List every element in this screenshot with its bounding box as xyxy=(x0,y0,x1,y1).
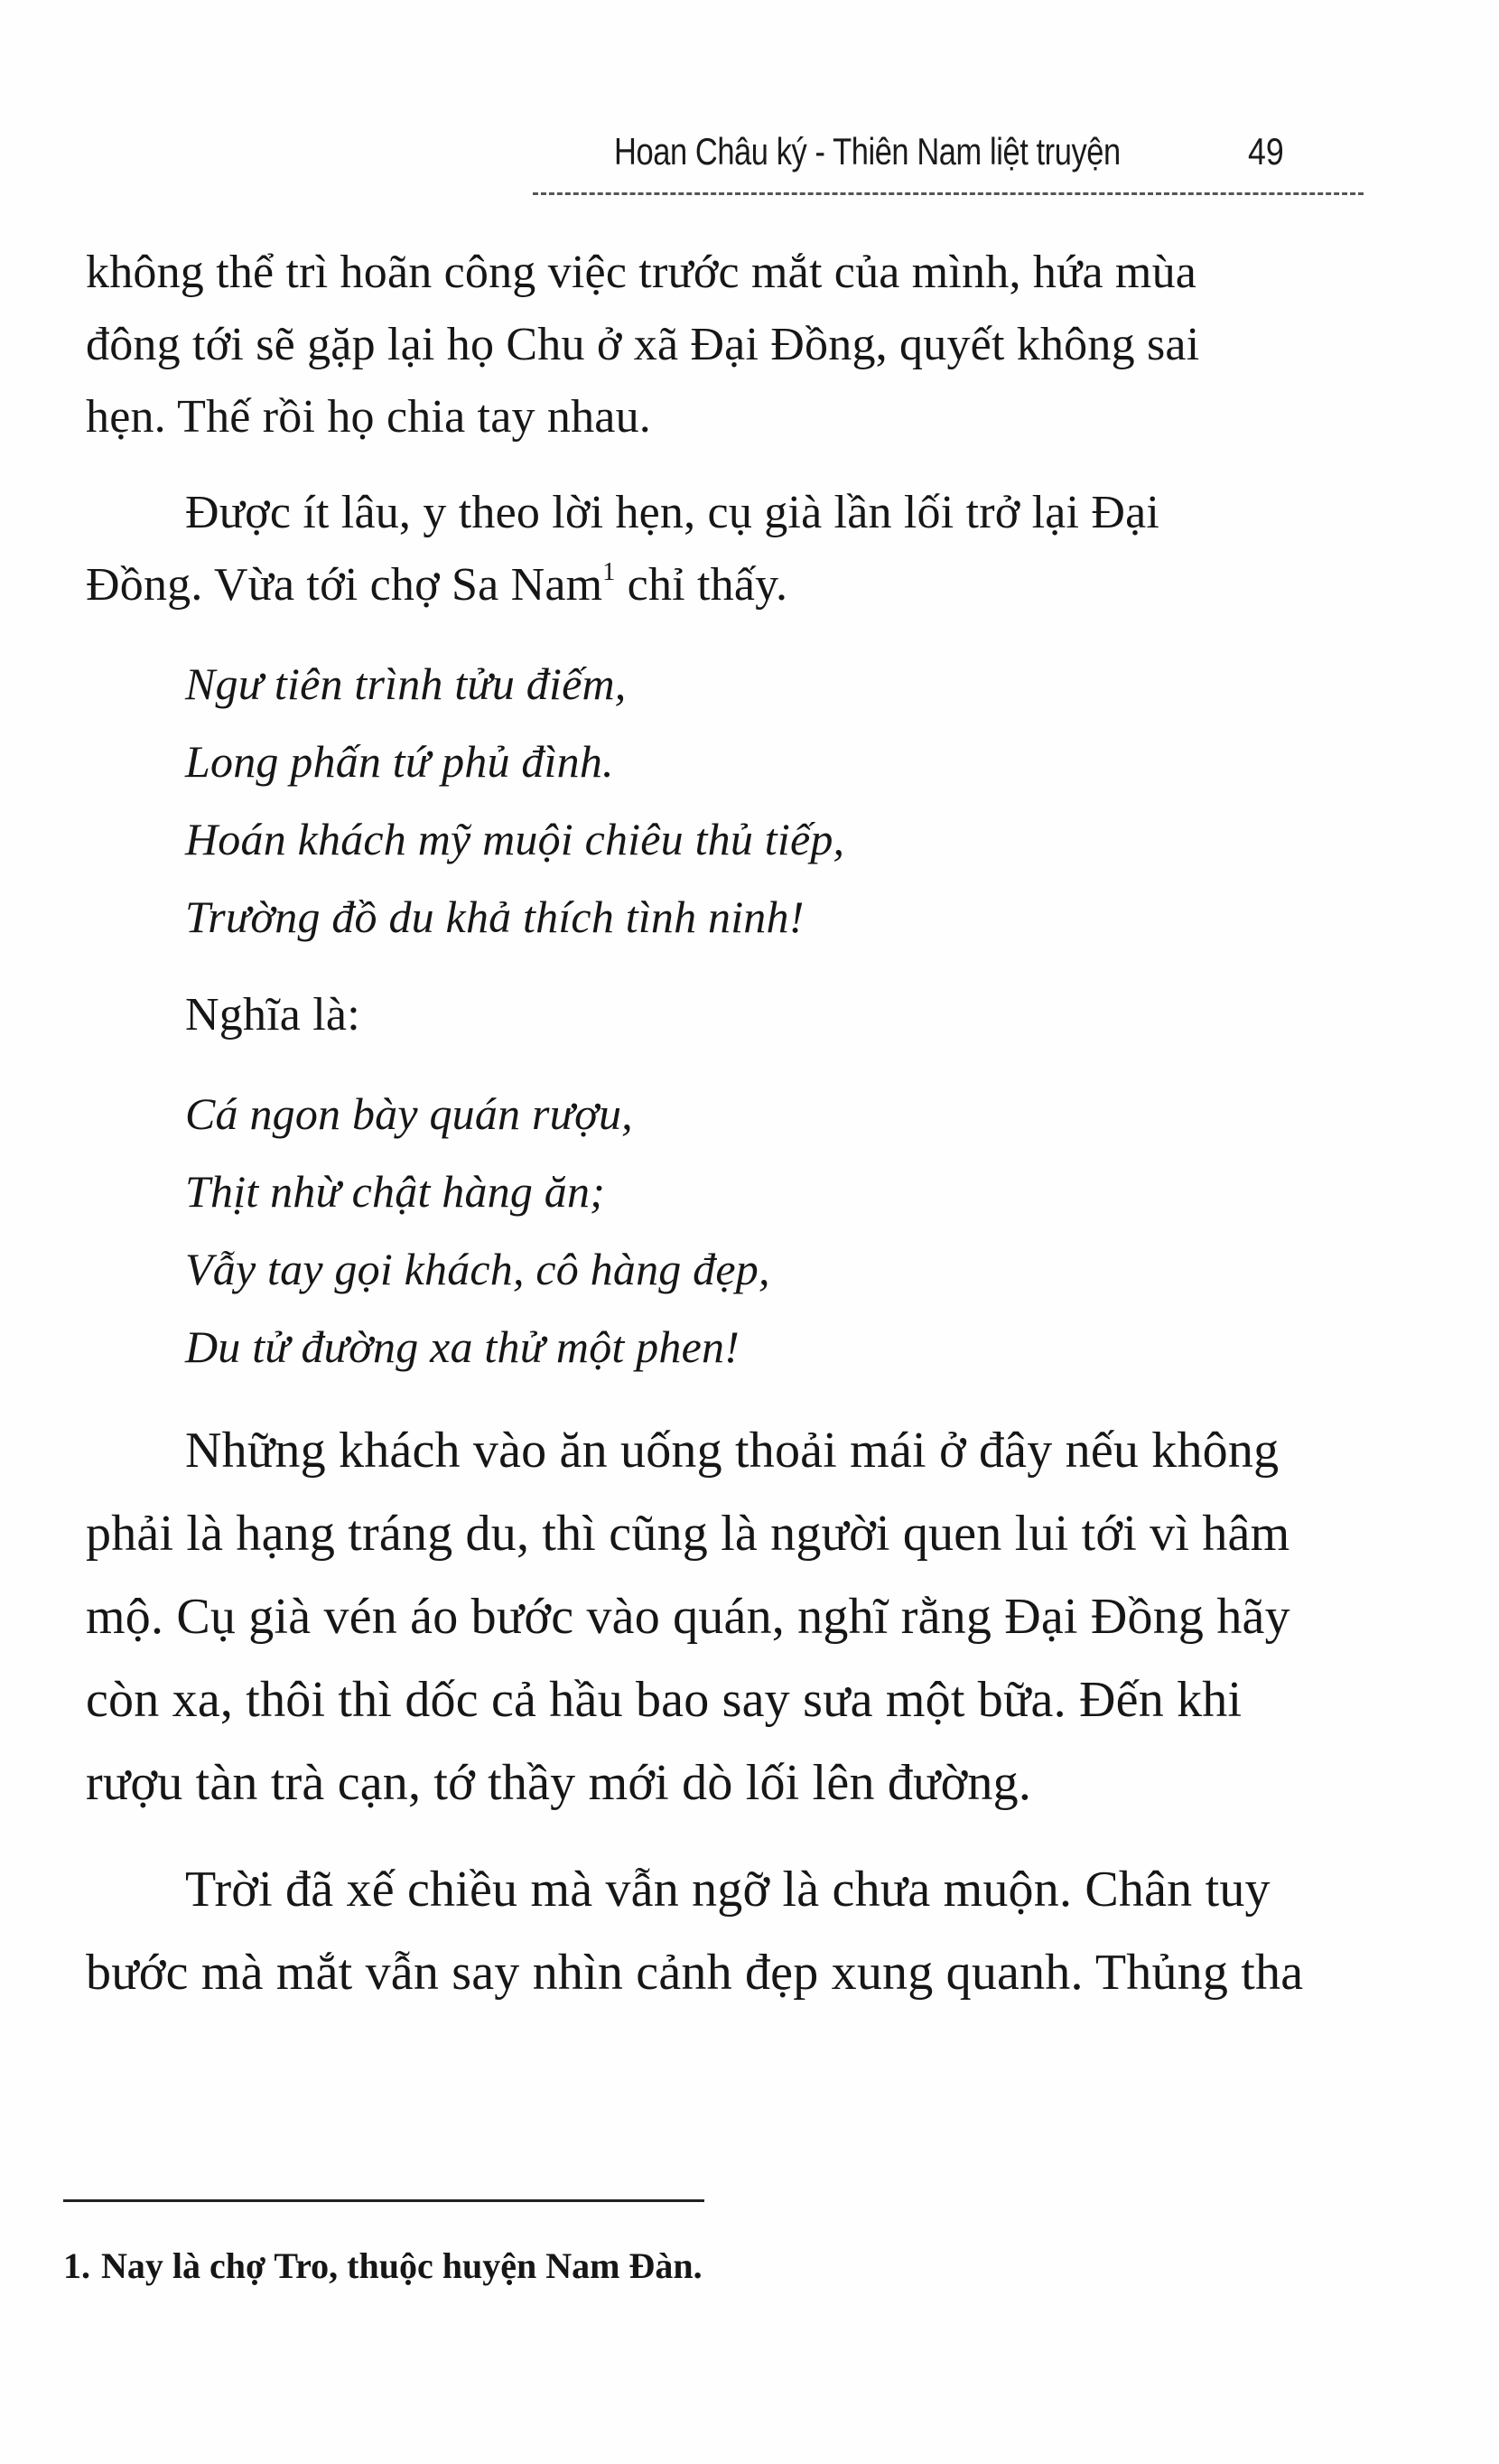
verse-line: Hoán khách mỹ muội chiêu thủ tiếp, xyxy=(185,814,845,864)
paragraph-2 xyxy=(86,477,1350,621)
header-divider xyxy=(533,192,1364,195)
text-line: rượu tàn trà cạn, tớ thầy mới dò lối lên đường. xyxy=(86,1755,1032,1811)
body-text xyxy=(86,237,1350,2014)
text-line: bước mà mắt vẫn say nhìn cảnh đẹp xung quanh. Thủng tha xyxy=(86,1945,1304,2001)
paragraph-4 xyxy=(86,1848,1350,2014)
verse-line: Vẫy tay gọi khách, cô hàng đẹp, xyxy=(185,1244,770,1294)
text-line: Những khách vào ăn uống thoải mái ở đây nếu không xyxy=(185,1423,1280,1479)
page-number: 49 xyxy=(1248,130,1284,173)
meaning-label: Nghĩa là: xyxy=(185,989,360,1041)
text-line xyxy=(86,549,1350,621)
text-line: đông tới sẽ gặp lại họ Chu ở xã Đại Đồng, quyết không sai xyxy=(86,319,1200,370)
text-line: Được ít lâu, y theo lời hẹn, cụ già lần lối trở lại Đại xyxy=(185,487,1160,538)
paragraph-1 xyxy=(86,237,1350,453)
footnote xyxy=(63,2245,703,2287)
verse-line: Du tử đường xa thử một phen! xyxy=(185,1321,740,1372)
verse-line: Thịt nhừ chật hàng ăn; xyxy=(185,1166,605,1217)
running-title: Hoan Châu ký - Thiên Nam liệt truyện xyxy=(614,130,1121,173)
running-header xyxy=(533,126,1391,181)
footnote-divider xyxy=(63,2199,704,2202)
verse-original xyxy=(86,645,1350,956)
text-fragment: chỉ thấy. xyxy=(615,559,788,611)
paragraph-3 xyxy=(86,1409,1350,1825)
verse-line: Long phấn tứ phủ đình. xyxy=(185,736,614,787)
verse-translation xyxy=(86,1075,1350,1386)
text-line: hẹn. Thế rồi họ chia tay nhau. xyxy=(86,391,651,443)
text-line: Trời đã xế chiều mà vẫn ngỡ là chưa muộn. Chân tuy xyxy=(185,1862,1271,1918)
footnote-text: Nay là chợ Tro, thuộc huyện Nam Đàn. xyxy=(101,2245,703,2286)
text-line: không thể trì hoãn công việc trước mắt của mình, hứa mùa xyxy=(86,247,1197,298)
text-line: còn xa, thôi thì dốc cả hầu bao say sưa một bữa. Đến khi xyxy=(86,1672,1243,1728)
verse-line: Trường đồ du khả thích tình ninh! xyxy=(185,891,805,942)
text-line: mộ. Cụ già vén áo bước vào quán, nghĩ rằng Đại Đồng hãy xyxy=(86,1589,1290,1645)
text-fragment: Đồng. Vừa tới chợ Sa Nam xyxy=(86,559,603,611)
verse-line: Cá ngon bày quán rượu, xyxy=(185,1088,633,1139)
verse-line: Ngư tiên trình tửu điếm, xyxy=(185,658,627,709)
footnote-number: 1. xyxy=(63,2245,90,2286)
footnote-ref: 1 xyxy=(602,558,616,586)
text-line: phải là hạng tráng du, thì cũng là người quen lui tới vì hâm xyxy=(86,1506,1290,1562)
